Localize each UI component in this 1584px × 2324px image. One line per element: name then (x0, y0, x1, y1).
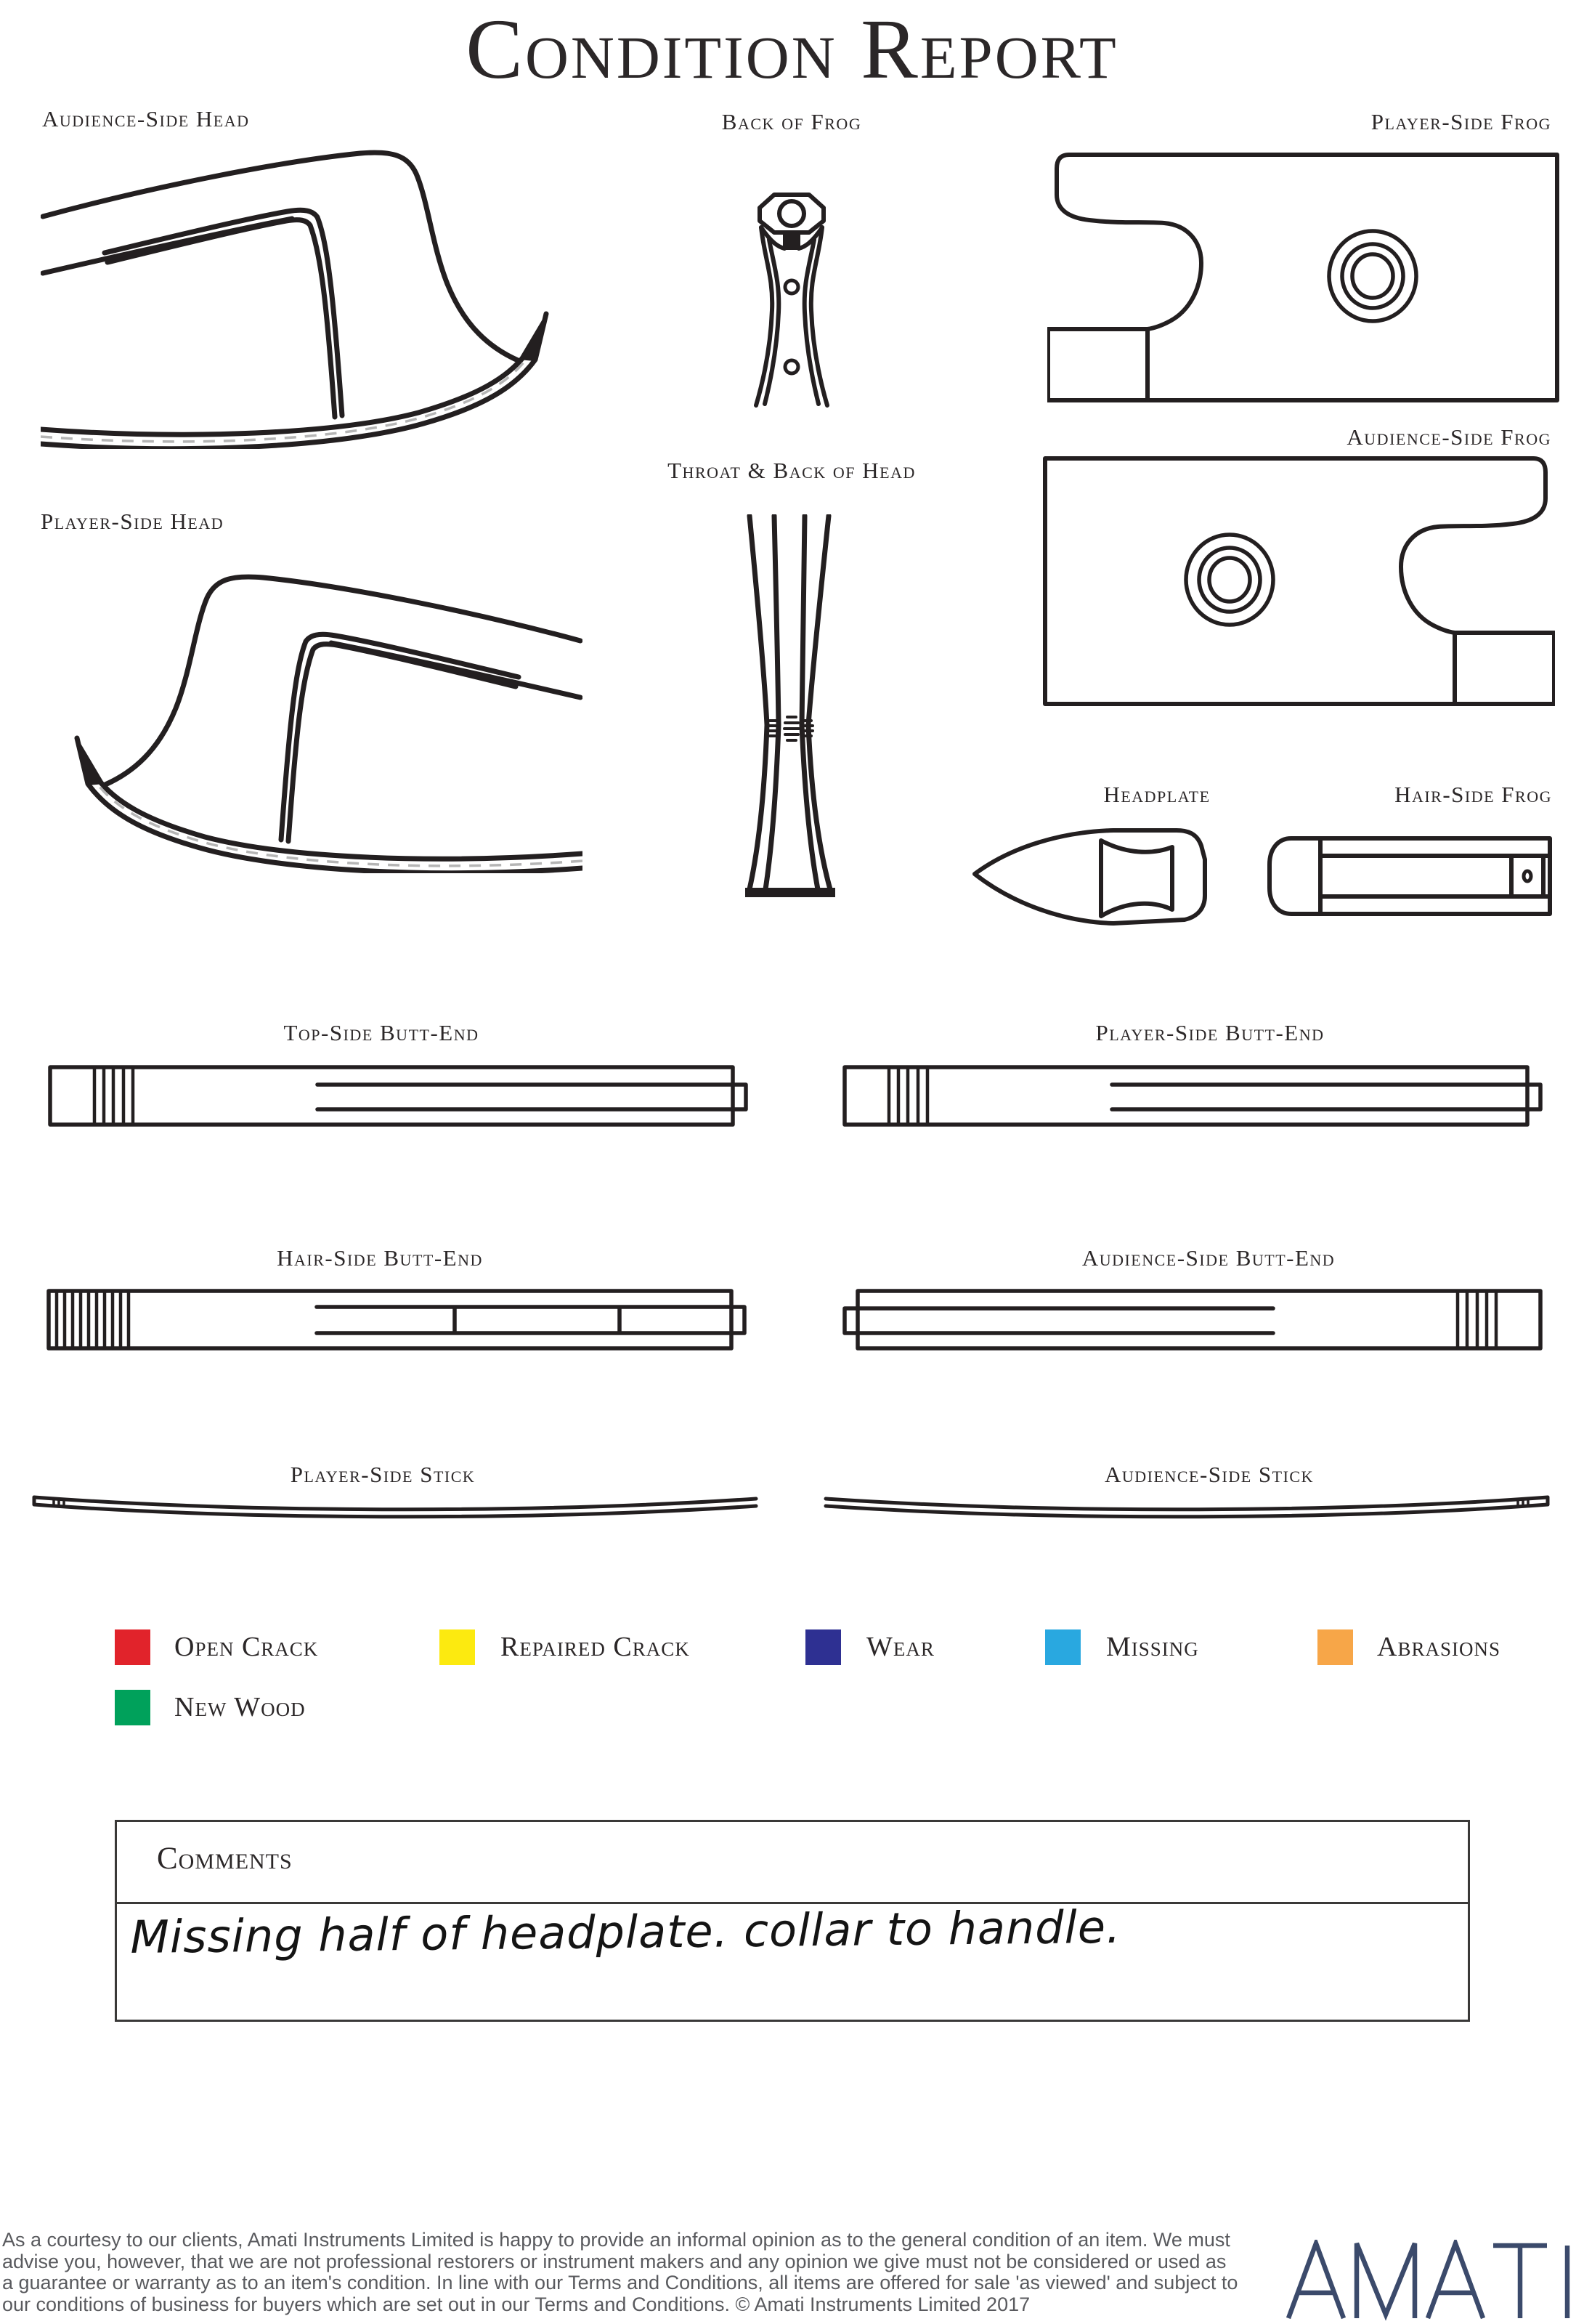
throat-back-of-head-drawing (742, 514, 838, 899)
audience-side-butt-end-drawing (840, 1289, 1543, 1353)
label-top-side-butt-end: Top-Side Butt-End (283, 1020, 479, 1045)
legend-chip-open-crack (115, 1629, 150, 1665)
label-hair-side-butt-end: Hair-Side Butt-End (277, 1245, 483, 1271)
legend-chip-repaired-crack (439, 1629, 475, 1665)
label-hair-side-frog: Hair-Side Frog (1394, 782, 1552, 807)
comments-heading: Comments (157, 1842, 293, 1876)
label-player-side-stick: Player-Side Stick (290, 1462, 476, 1487)
player-side-butt-end-drawing (842, 1065, 1546, 1129)
legend-label-open-crack: Open Crack (174, 1632, 319, 1662)
disclaimer-line: advise you, however, that we are not professional restorers or instrument makers and any opinion we give must not be considered or used as (2, 2250, 1227, 2272)
label-throat-back-of-head: Throat & Back of Head (667, 458, 916, 483)
legend-chip-missing (1045, 1629, 1081, 1665)
disclaimer-line: a guarantee or warranty as to an item's condition. In line with our Terms and Conditions, all items are offered for sale 'as viewed' and subject to (2, 2272, 1238, 2294)
legend-label-repaired-crack: Repaired Crack (500, 1632, 690, 1662)
label-audience-side-head: Audience-Side Head (42, 106, 250, 131)
comments-handwritten-text: Missing half of headplate. collar to handle. (130, 1900, 1121, 1964)
disclaimer-line: our conditions of business for buyers which are set out in our Terms and Conditions. © Amati Instruments Limited 2017 (2, 2293, 1031, 2315)
legend-label-missing: Missing (1106, 1632, 1199, 1662)
amati-logo (1284, 2240, 1584, 2323)
legend-chip-wear (805, 1629, 841, 1665)
page-title: Condition Report (466, 1, 1118, 97)
audience-side-head-drawing (41, 144, 585, 449)
audience-side-stick-drawing (824, 1494, 1550, 1523)
label-audience-side-stick: Audience-Side Stick (1105, 1462, 1314, 1487)
label-audience-side-frog: Audience-Side Frog (1347, 424, 1551, 450)
legend-label-wear: Wear (866, 1632, 935, 1662)
disclaimer-line: As a courtesy to our clients, Amati Instruments Limited is happy to provide an informal opinion as to the general condition of an item. We must (2, 2229, 1230, 2251)
player-side-stick-drawing (32, 1494, 758, 1523)
hair-side-frog-drawing (1264, 835, 1554, 917)
player-side-head-drawing (38, 568, 582, 873)
label-player-side-butt-end: Player-Side Butt-End (1095, 1020, 1325, 1045)
comments-box (115, 1820, 1470, 2022)
legend-label-abrasions: Abrasions (1377, 1632, 1500, 1662)
legend-chip-abrasions (1317, 1629, 1353, 1665)
label-back-of-frog: Back of Frog (721, 109, 862, 134)
top-side-butt-end-drawing (48, 1065, 751, 1129)
label-audience-side-butt-end: Audience-Side Butt-End (1081, 1245, 1336, 1271)
headplate-drawing (972, 823, 1209, 932)
label-headplate: Headplate (1103, 782, 1211, 807)
audience-side-frog-drawing (1043, 456, 1555, 706)
legend-label-new-wood: New Wood (174, 1692, 306, 1722)
hair-side-butt-end-drawing (46, 1289, 750, 1353)
back-of-frog-drawing (741, 190, 846, 408)
label-player-side-frog: Player-Side Frog (1370, 109, 1551, 134)
player-side-frog-drawing (1047, 153, 1559, 402)
legend-chip-new-wood (115, 1690, 150, 1725)
disclaimer (2, 2230, 1238, 2315)
label-player-side-head: Player-Side Head (41, 509, 224, 534)
